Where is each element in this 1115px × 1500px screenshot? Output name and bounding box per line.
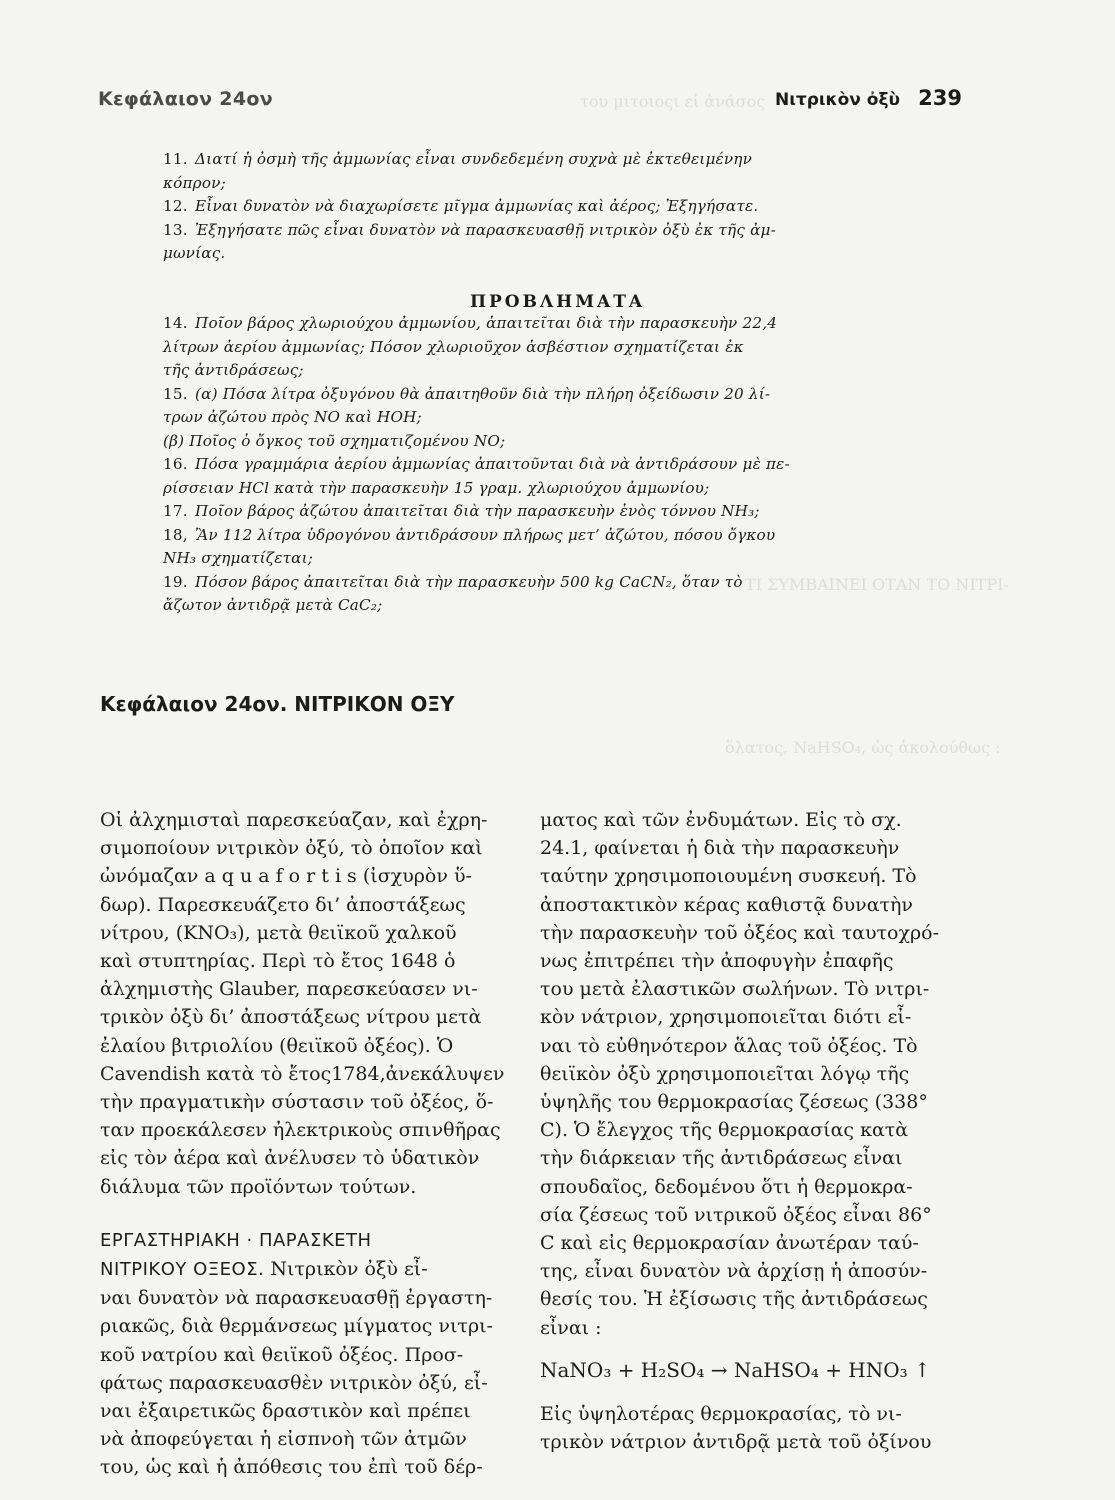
question-text: μωνίας. xyxy=(163,244,226,262)
problems-list xyxy=(163,312,887,618)
running-header-chapter: Κεφάλαιον 24ον xyxy=(98,88,273,110)
text-line: ἐλαίου βιτριολίου (θειϊκοῦ ὀξέος). Ὁ xyxy=(100,1034,454,1057)
question-text: κόπρον; xyxy=(163,173,226,192)
text-line: της, εἶναι δυνατὸν νὰ ἀρχίσῃ ἡ ἀποσύν- xyxy=(540,1260,928,1283)
problem-text: Ἂν 112 λίτρα ὑδρογόνου ἀντιδράσουν πλήρως μετ’ ἀζώτου, πόσου ὄγκου xyxy=(195,525,776,544)
problem-number: 18, xyxy=(163,525,188,544)
text-line: ταν προεκάλεσεν ἠλεκτρικοὺς σπινθῆρας xyxy=(100,1119,501,1142)
apparatus-paragraph xyxy=(540,806,960,1342)
question-item xyxy=(163,148,887,195)
text-line: τὴν διάρκειαν τῆς ἀντιδράσεως εἶναι xyxy=(540,1147,903,1170)
lab-preparation-paragraph xyxy=(100,1227,520,1482)
question-number: 11. xyxy=(163,150,188,168)
text-line: ναι ἐξαιρετικῶς δραστικὸν καὶ πρέπει xyxy=(100,1400,471,1423)
problem-item xyxy=(163,571,887,618)
text-line: ὑψηλῆς του θερμοκρασίας ζέσεως (338° xyxy=(540,1091,928,1114)
problem-text: τρων ἀζώτου πρὸς ΝΟ καὶ ΗΟΗ; xyxy=(163,408,422,426)
text-line: Εἰς ὑψηλοτέρας θερμοκρασίας, τὸ νι- xyxy=(540,1403,902,1426)
text-line: εἶναι : xyxy=(540,1316,602,1339)
text-line: Cavendish κατὰ τὸ ἔτος1784,ἀνεκάλυψεν xyxy=(100,1062,505,1085)
body-column-right xyxy=(540,806,960,1456)
problem-item xyxy=(163,312,887,383)
paragraph-spacer xyxy=(100,1201,520,1227)
problem-text: Πόσα γραμμάρια ἀερίου ἀμμωνίας ἀπαιτοῦνται διὰ νὰ ἀντιδράσουν μὲ πε- xyxy=(195,455,790,473)
problem-number: 14. xyxy=(163,314,188,332)
problem-item xyxy=(163,524,887,571)
paragraph-spacer xyxy=(540,1384,960,1400)
chapter-title: Κεφάλαιον 24ον. ΝΙΤΡΙΚΟΝ ΟΞΥ xyxy=(100,692,455,716)
text-line: κὸν νάτριον, χρησιμοποιεῖται διότι εἶ- xyxy=(540,1006,912,1029)
text-line: τὴν παρασκευὴν τοῦ ὀξέος καὶ ταυτοχρό- xyxy=(540,921,939,944)
text-line: δωρ). Παρεσκευάζετο δι’ ἀποστάξεως xyxy=(100,893,466,916)
text-line: θειϊκὸν ὀξὺ χρησιμοποιεῖται λόγῳ τῆς xyxy=(540,1062,910,1085)
text-line: του, ὡς καὶ ἡ ἀπόθεσις του ἐπὶ τοῦ δέρ- xyxy=(100,1456,483,1479)
high-temperature-paragraph xyxy=(540,1400,960,1456)
text-line: σπουδαῖος, δεδομένου ὅτι ἡ θερμοκρα- xyxy=(540,1175,913,1198)
problem-number: 16. xyxy=(163,455,188,473)
text-line: καὶ στυπτηρίας. Περὶ τὸ ἔτος 1648 ὁ xyxy=(100,950,456,973)
text-line: ἀποστακτικὸν κέρας καθιστᾷ δυνατὴν xyxy=(540,893,913,916)
problem-text: ρίσσειαν HCl κατὰ τὴν παρασκευὴν 15 γραμ. χλωριούχου ἀμμωνίου; xyxy=(163,478,710,497)
text-line: ὠνόμαζαν a q u a f o r t i s (ἰσχυρὸν ὕ- xyxy=(100,865,472,888)
problem-text: Ποῖον βάρος ἀζώτου ἀπαιτεῖται διὰ τὴν παρασκευὴν ἑνὸς τόννου NH₃; xyxy=(195,502,760,520)
text-line: τὴν πραγματικὴν σύστασιν τοῦ ὀξέος, ὅ- xyxy=(100,1091,494,1114)
text-line: C καὶ εἰς θερμοκρασίαν ἀνωτέραν ταύ- xyxy=(540,1232,919,1255)
problem-text: Πόσον βάρος ἀπαιτεῖται διὰ τὴν παρασκευὴν 500 kg CaCN₂, ὅταν τὸ xyxy=(195,572,743,591)
problem-text: (β) Ποῖος ὁ ὄγκος τοῦ σχηματιζομένου ΝΟ; xyxy=(163,431,506,450)
text-line: κοῦ νατρίου καὶ θειϊκοῦ ὀξέος. Προσ- xyxy=(100,1343,464,1366)
question-text: Ἐξηγήσατε πῶς εἶναι δυνατὸν νὰ παρασκευασθῇ νιτρικὸν ὀξὺ ἐκ τῆς ἀμ- xyxy=(195,220,776,239)
bleed-through-text: ΤΙ ΣΥΜΒΑΙΝΕΙ ΟΤΑΝ ΤΟ ΝΙΤΡΙ- xyxy=(745,575,1009,594)
subsection-heading: ΕΡΓΑΣΤΗΡΙΑΚΗ · ΠΑΡΑΣΚΕΤΗ xyxy=(100,1229,372,1251)
problems-heading: ΠΡΟΒΛΗΜΑΤΑ xyxy=(469,292,646,312)
text-line: νως ἐπιτρέπει τὴν ἀποφυγὴν ἐπαφῆς xyxy=(540,950,894,973)
problem-item xyxy=(163,500,887,524)
running-header-topic: Νιτρικὸν ὀξὺ xyxy=(775,90,900,110)
text-line: διάλυμα τῶν προϊόντων τούτων. xyxy=(100,1175,417,1198)
text-line: θεσίς του. Ἡ ἐξίσωσις τῆς ἀντιδράσεως xyxy=(540,1288,928,1311)
text-line: ναι δυνατὸν νὰ παρασκευασθῇ ἐργαστη- xyxy=(100,1287,493,1310)
text-line: τρικὸν ὀξὺ δι’ ἀποστάξεως νίτρου μετὰ xyxy=(100,1006,482,1029)
text-line: ταύτην χρησιμοποιουμένη συσκευή. Τὸ xyxy=(540,865,917,888)
reaction-equation: NaNO₃ + H₂SO₄ → NaHSO₄ + HNO₃ ↑ xyxy=(540,1357,931,1382)
text-line: ριακῶς, διὰ θερμάνσεως μίγματος νιτρι- xyxy=(100,1315,493,1338)
text-line: C). Ὁ ἔλεγχος τῆς θερμοκρασίας κατὰ xyxy=(540,1119,909,1142)
text-line: ματος καὶ τῶν ἐνδυμάτων. Εἰς τὸ σχ. xyxy=(540,809,902,831)
problem-item xyxy=(163,453,887,500)
history-paragraph xyxy=(100,806,520,1201)
problem-number: 19. xyxy=(163,572,188,591)
text-line: νίτρου, (ΚΝΟ₃), μετὰ θειϊκοῦ χαλκοῦ xyxy=(100,921,457,944)
problem-text: NH₃ σχηματίζεται; xyxy=(163,549,314,567)
text-line: τρικὸν νάτριον ἀντιδρᾷ μετὰ τοῦ ὀξίνου xyxy=(540,1431,932,1454)
text-line: εἰς τὸν ἀέρα καὶ ἀνέλυσεν τὸ ὑδατικὸν xyxy=(100,1147,480,1170)
problem-text: (α) Πόσα λίτρα ὀξυγόνου θὰ ἀπαιτηθοῦν διὰ τὴν πλήρη ὀξείδωσιν 20 λί- xyxy=(195,384,771,403)
subsection-heading: ΝΙΤΡΙΚΟΥ ΟΞΕΟΣ. xyxy=(100,1259,265,1281)
question-number: 13. xyxy=(163,220,188,239)
text-line: 24.1, φαίνεται ἡ διὰ τὴν παρασκευὴν xyxy=(540,837,900,860)
bleed-through-text: ὅλατος, NaHSO₄, ὡς ἀκολούθως : xyxy=(725,738,1001,757)
review-questions xyxy=(163,148,887,266)
page-number: 239 xyxy=(918,86,962,110)
text-line: σιμοποίουν νιτρικὸν ὀξύ, τὸ ὁποῖον καὶ xyxy=(100,837,483,860)
text-line: Οἱ ἀλχημισταὶ παρεσκεύαζαν, καὶ ἐχρη- xyxy=(100,809,488,831)
text-line: του μετὰ ἐλαστικῶν σωλήνων. Τὸ νιτρι- xyxy=(540,978,930,1001)
text-line: νὰ ἀποφεύγεται ἡ εἰσπνοὴ τῶν ἀτμῶν xyxy=(100,1428,467,1451)
question-text: Εἶναι δυνατὸν νὰ διαχωρίσετε μῖγμα ἀμμωνίας καὶ ἀέρος; Ἐξηγήσατε. xyxy=(195,197,759,215)
text-line: σία ζέσεως τοῦ νιτρικοῦ ὀξέος εἶναι 86° xyxy=(540,1203,932,1226)
question-number: 12. xyxy=(163,197,188,215)
question-item xyxy=(163,219,887,266)
question-item xyxy=(163,195,887,219)
bleed-through-text: του μιτοιοςι εἰ ἀνάσος xyxy=(580,92,766,111)
text-line: ἀλχημιστὴς Glauber, παρεσκεύασεν νι- xyxy=(100,978,478,1001)
problem-text: τῆς ἀντιδράσεως; xyxy=(163,361,304,379)
text-line: ναι τὸ εὐθηνότερον ἅλας τοῦ ὀξέος. Τὸ xyxy=(540,1034,918,1057)
problem-text: Ποῖον βάρος χλωριούχου ἀμμωνίου, ἀπαιτεῖται διὰ τὴν παρασκευὴν 22,4 xyxy=(195,314,778,332)
problem-text: ἄζωτον ἀντιδρᾷ μετὰ CaC₂; xyxy=(163,596,383,614)
problem-text: λίτρων ἀερίου ἀμμωνίας; Πόσον χλωριοῦχον ἀσβέστιον σχηματίζεται ἐκ xyxy=(163,337,744,356)
problem-number: 17. xyxy=(163,502,188,520)
question-text: Διατί ἡ ὀσμὴ τῆς ἀμμωνίας εἶναι συνδεδεμένη συχνὰ μὲ ἐκτεθειμένην xyxy=(195,150,753,168)
text-line: φάτως παρασκευασθὲν νιτρικὸν ὀξύ, εἶ- xyxy=(100,1371,488,1394)
text-line: Νιτρικὸν ὀξὺ εἶ- xyxy=(264,1258,428,1281)
body-column-left xyxy=(100,806,520,1482)
problem-item xyxy=(163,383,887,454)
problem-number: 15. xyxy=(163,384,188,403)
